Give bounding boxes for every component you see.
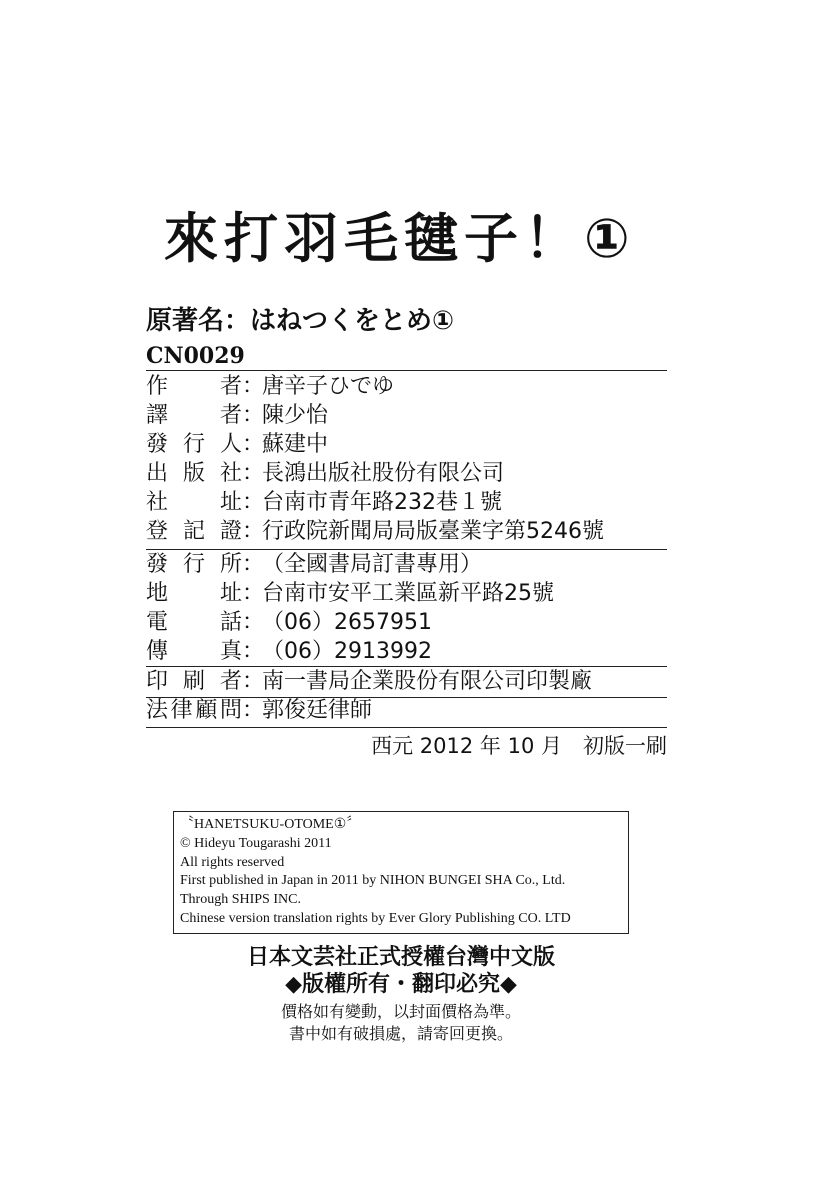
catalog-code: CN0029 [146,343,245,369]
credit-label: 出版社 [146,461,242,486]
divider [146,666,667,667]
credit-row: 發行人：蘇建中 [146,432,329,457]
copyright-line: 〝HANETSUKU-OTOME①〞 [180,817,361,832]
divider [146,549,667,550]
printing-value: 郭俊廷律師 [262,698,373,723]
credit-value: 行政院新聞局局版臺業字第5246號 [262,519,604,544]
credit-label: 發行人 [146,432,242,457]
distribution-value: 台南市安平工業區新平路25號 [262,581,554,606]
distribution-label: 發行所 [146,552,242,577]
printing-label: 印刷者 [146,669,242,694]
copyright-line: © Hideyu Tougarashi 2011 [180,835,332,851]
distribution-row: 地址：台南市安平工業區新平路25號 [146,581,554,606]
credit-value: 唐辛子ひでゆ [262,374,395,399]
distribution-label: 電話 [146,610,242,635]
credit-label: 登記證 [146,519,242,544]
distribution-value: （06）2657951 [262,610,432,635]
credit-row: 譯者：陳少怡 [146,403,329,428]
printing-label: 法律顧問 [146,698,242,723]
credit-value: 台南市青年路232巷１號 [262,490,502,515]
distribution-label: 地址 [146,581,242,606]
divider [146,370,667,371]
copyright-line: Chinese version translation rights by Ever Glory Publishing CO. LTD [180,910,571,926]
edition-date: 西元 2012 年 10 月 初版一刷 [371,734,667,758]
price-note: 價格如有變動，以封面價格為準。 [280,1002,521,1021]
book-title: 來打羽毛毽子！① [164,207,636,270]
distribution-value: （全國書局訂書專用） [262,552,483,577]
copyright-line: Through SHIPS INC. [180,892,301,908]
distribution-value: （06）2913992 [262,639,432,664]
credit-row: 登記證：行政院新聞局局版臺業字第5246號 [146,519,604,544]
authorization-statement: 日本文芸社正式授權台灣中文版 [246,945,555,970]
credit-value: 長鴻出版社股份有限公司 [262,461,505,486]
original-title: 原著名：はねつくをとめ① [146,306,455,336]
credit-row: 出版社：長鴻出版社股份有限公司 [146,461,505,486]
distribution-row: 發行所：（全國書局訂書專用） [146,552,483,577]
printing-value: 南一書局企業股份有限公司印製廠 [262,669,593,694]
credit-value: 蘇建中 [262,432,329,457]
copyright-line: All rights reserved [180,854,285,870]
credit-value: 陳少怡 [262,403,329,428]
rights-reserved: ◆版權所有・翻印必究◆ [285,972,517,997]
copyright-box [173,811,629,934]
credit-label: 譯者 [146,403,242,428]
copyright-line: First published in Japan in 2011 by NIHON BUNGEI SHA Co., Ltd. [180,873,566,889]
damage-note: 書中如有破損處，請寄回更換。 [288,1024,513,1043]
distribution-label: 傳真 [146,639,242,664]
credit-label: 作者 [146,374,242,399]
credit-row: 社址：台南市青年路232巷１號 [146,490,502,515]
printing-row: 印刷者：南一書局企業股份有限公司印製廠 [146,669,593,694]
credit-row: 作者：唐辛子ひでゆ [146,374,395,399]
credit-label: 社址 [146,490,242,515]
distribution-row: 電話：（06）2657951 [146,610,432,635]
printing-row: 法律顧問：郭俊廷律師 [146,698,373,723]
distribution-row: 傳真：（06）2913992 [146,639,432,664]
divider [146,727,667,728]
